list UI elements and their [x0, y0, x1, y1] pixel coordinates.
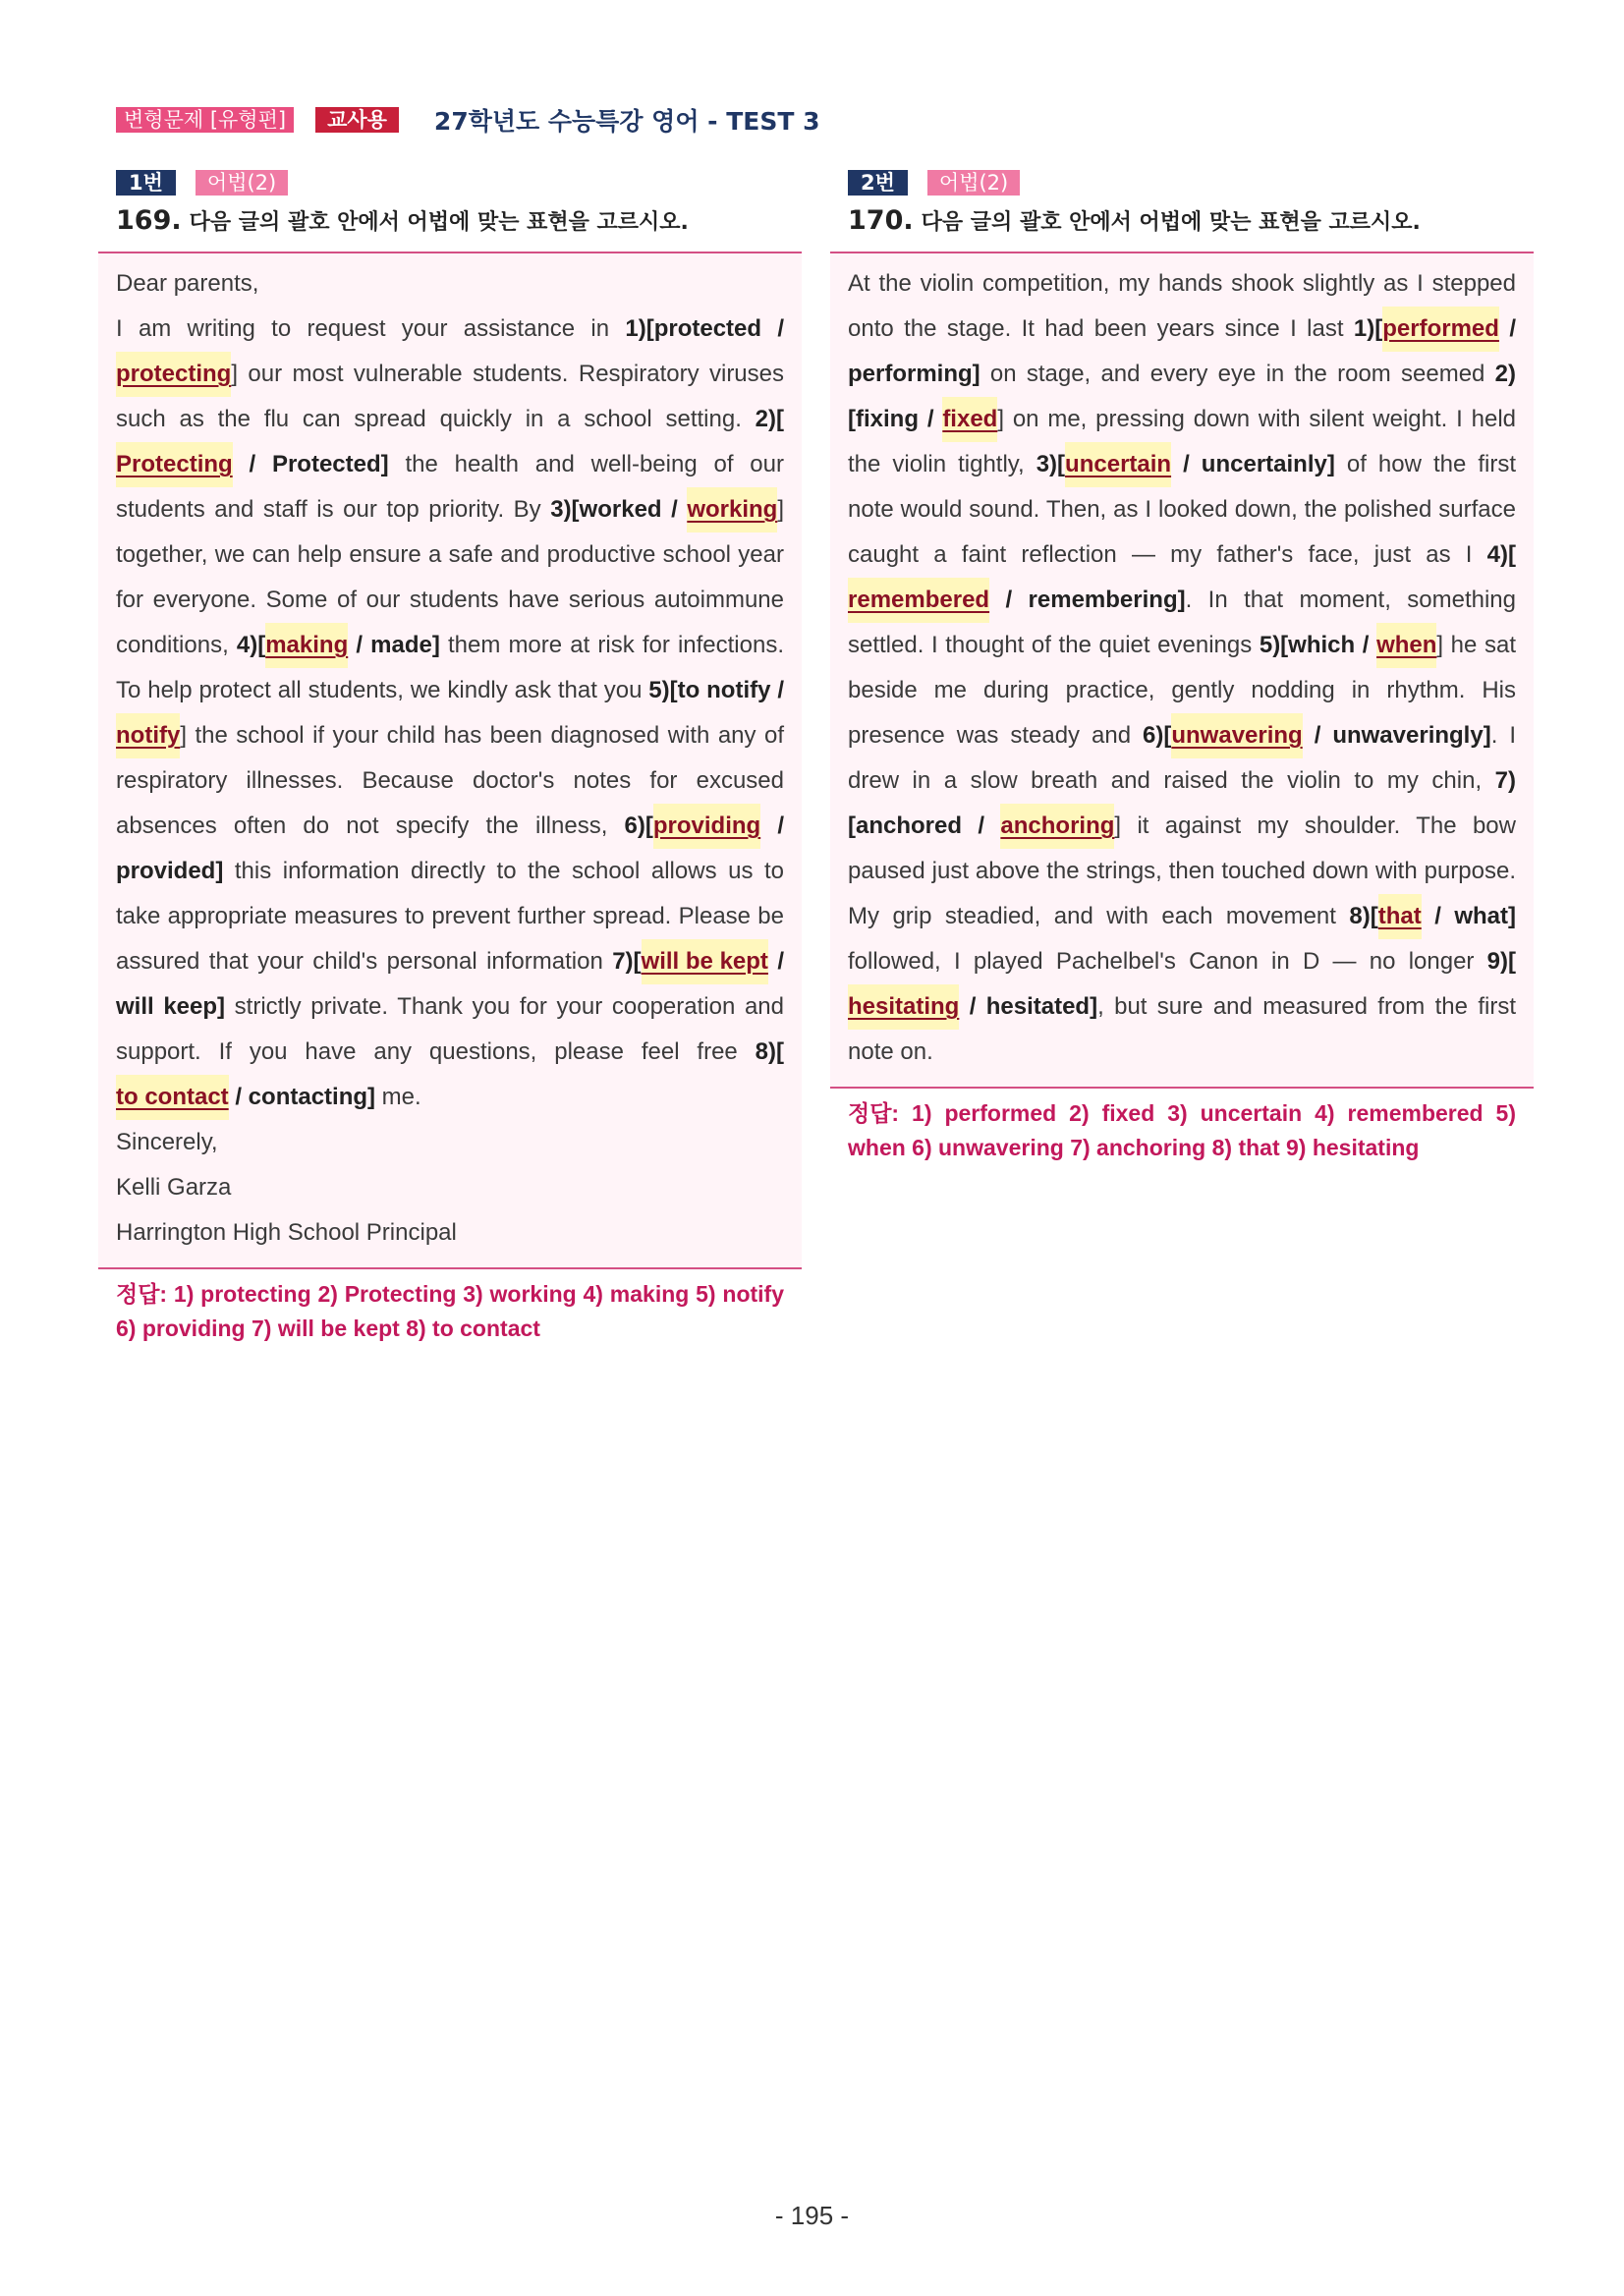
passage-box — [830, 252, 1534, 1089]
passage-paragraph: I am writing to request your assistance in 1)[protected / protecting] our most vulnerable students. Respiratory viruses such as the flu can spread quickly in a school setting. 2)[Protecting / Protected] the health and well-being of our students and staff is our top priority. By 3)[worked / working] together, we can help ensure a safe and productive school year for everyone. Some of our students have serious autoimmune conditions, 4)[making / made] them more at risk for infections. To help protect all students, we kindly ask that you 5)[to notify / notify] the school if your child has been diagnosed with any of respiratory illnesses. Because doctor's notes for excused absences often do not specify the illness, 6)[providing / provided] this information directly to the school allows us to take appropriate measures to prevent further spread. Please be assured that your child's personal information 7)[will be kept / will keep] strictly private. Thank you for your cooperation and support. If you have any questions, please feel free 8)[to contact / contacting] me. — [116, 307, 784, 1120]
page-title: 27학년도 수능특강 영어 - TEST 3 — [433, 107, 820, 136]
passage-paragraph: At the violin competition, my hands shook slightly as I stepped onto the stage. It had been years since I last 1)[performed / performing] on stage, and every eye in the room seemed 2)[fixing / fixed] on me, pressing down with silent weight. I held the violin tightly, 3)[uncertain / uncertainly] of how the first note would sound. Then, as I looked down, the polished surface caught a faint reflection — my father's face, just as I 4)[remembered / remembering]. In that moment, something settled. I thought of the quiet evenings 5)[which / when] he sat beside me during practice, gently nodding in rhythm. His presence was steady and 6)[unwavering / unwaveringly]. I drew in a slow breath and raised the violin to my chin, 7)[anchored / anchoring] it against my shoulder. The bow paused just above the strings, then touched down with purpose. My grip steadied, and with each movement 8)[that / what] followed, I played Pachelbel's Canon in D — no longer 9)[hesitating / hesitated], but sure and measured from the first note on. — [848, 270, 1517, 1065]
question-number: 169. — [116, 205, 182, 236]
type-tag: 변형문제 [유형편] — [116, 107, 294, 133]
page-header — [116, 106, 820, 134]
passage-line: Kelli Garza — [116, 1174, 232, 1201]
category-badge: 어법(2) — [927, 170, 1020, 196]
question-169 — [98, 169, 802, 1346]
teacher-tag: 교사용 — [315, 107, 399, 133]
passage-line: Harrington High School Principal — [116, 1219, 457, 1246]
category-badge: 어법(2) — [196, 170, 288, 196]
answer-key: 정답: 1) performed 2) fixed 3) uncertain 4) remembered 5) when 6) unwavering 7) anchoring 8) that 9) hesitating — [848, 1100, 1516, 1160]
question-instruction: 다음 글의 괄호 안에서 어법에 맞는 표현을 고르시오. — [189, 210, 689, 235]
question-instruction-line — [116, 204, 802, 240]
question-badges — [848, 169, 1534, 196]
passage-box — [98, 252, 802, 1269]
passage-line: Sincerely, — [116, 1129, 218, 1155]
passage-line: Dear parents, — [116, 270, 259, 297]
question-badges — [116, 169, 802, 196]
question-170 — [830, 169, 1534, 1165]
question-instruction: 다음 글의 괄호 안에서 어법에 맞는 표현을 고르시오. — [921, 210, 1421, 235]
page-number: - 195 - — [774, 2201, 850, 2230]
question-number-badge: 2번 — [848, 170, 908, 196]
question-number: 170. — [848, 205, 914, 236]
answer-key: 정답: 1) protecting 2) Protecting 3) working 4) making 5) notify 6) providing 7) will be kept 8) to contact — [116, 1281, 784, 1341]
question-number-badge: 1번 — [116, 170, 176, 196]
question-instruction-line — [848, 204, 1534, 240]
